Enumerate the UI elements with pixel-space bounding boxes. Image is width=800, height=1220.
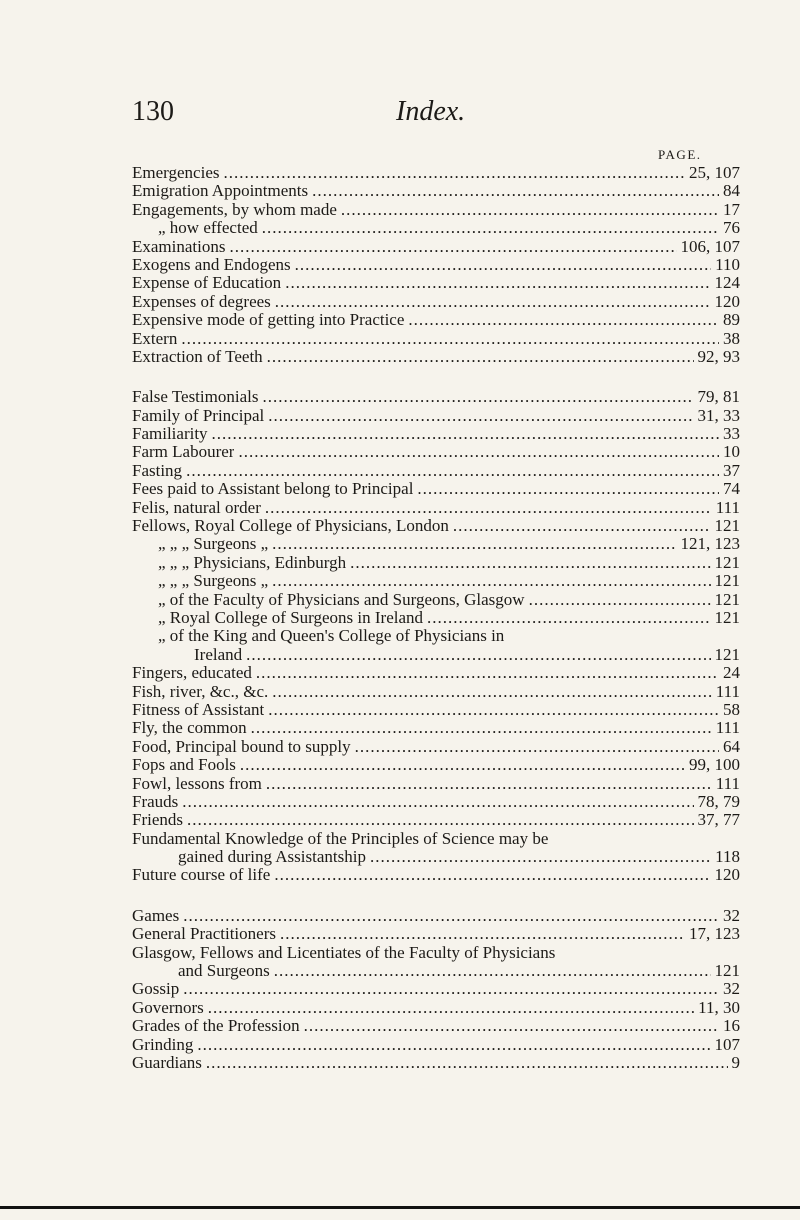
dot-leader (268, 407, 693, 425)
entry-term: Exogens and Endogens (132, 255, 291, 274)
index-entry (132, 738, 740, 756)
entry-pages: 121 (714, 516, 740, 536)
entry-pages: 10 (723, 442, 740, 462)
index-entry (132, 219, 740, 237)
index-entry (132, 999, 740, 1017)
entry-pages: 76 (723, 218, 740, 238)
entry-term: Grinding (132, 1035, 194, 1054)
dot-leader (251, 719, 712, 737)
entry-pages: 111 (715, 497, 740, 517)
index-entry (132, 609, 740, 627)
entry-term: Ireland (194, 645, 243, 664)
entry-term: Future course of life (132, 866, 271, 885)
entry-pages: 37 (723, 460, 740, 480)
entry-term: Emigration Appointments (132, 182, 309, 201)
index-entry (132, 348, 740, 366)
index-entry (132, 793, 740, 811)
dot-leader (453, 517, 711, 535)
dot-leader (212, 425, 719, 443)
entry-pages: 58 (723, 699, 740, 719)
dot-leader (275, 293, 711, 311)
entry-term: Expenses of degrees (132, 292, 271, 311)
dot-leader (183, 907, 719, 925)
dot-leader (341, 201, 719, 219)
entry-term: „ „ „ Surgeons „ (158, 535, 269, 554)
dot-leader (267, 348, 694, 366)
entry-pages: 124 (714, 273, 740, 293)
entry-term: Engagements, by whom made (132, 200, 337, 219)
dot-leader (295, 256, 711, 274)
index-entry (132, 907, 740, 925)
entry-term: Fish, river, &c., &c. (132, 682, 269, 701)
index-entry (132, 572, 740, 590)
entry-pages: 92, 93 (697, 346, 740, 366)
entry-pages: 17 (723, 199, 740, 219)
entry-term: Felis, natural order (132, 498, 261, 517)
dot-leader (229, 238, 676, 256)
dot-leader (272, 535, 676, 553)
index-list (132, 164, 740, 1072)
entry-term: Extern (132, 329, 178, 348)
index-entry (132, 274, 740, 292)
entry-term: Fasting (132, 461, 183, 480)
entry-term: Fly, the common (132, 719, 247, 738)
entry-pages: 121 (714, 571, 740, 591)
dot-leader (427, 609, 710, 627)
entry-pages: 107 (714, 1034, 740, 1054)
entry-pages: 11, 30 (698, 997, 740, 1017)
dot-leader (186, 462, 719, 480)
page-number: 130 (132, 96, 174, 127)
entry-term: Friends (132, 811, 183, 830)
dot-leader (268, 701, 719, 719)
entry-pages: 120 (714, 865, 740, 885)
index-entry (132, 701, 740, 719)
entry-term: Guardians (132, 1053, 202, 1072)
entry-pages: 111 (715, 718, 740, 738)
dot-leader (274, 962, 711, 980)
section-gap (132, 885, 740, 907)
entry-pages: 33 (723, 424, 740, 444)
entry-term: Games (132, 906, 180, 925)
entry-pages: 31, 33 (697, 405, 740, 425)
dot-leader (240, 756, 685, 774)
entry-term: Fees paid to Assistant belong to Principal (132, 480, 414, 499)
entry-term: Fingers, educated (132, 664, 252, 683)
dot-leader (285, 274, 710, 292)
entry-pages: 121, 123 (680, 534, 740, 554)
entry-pages: 64 (723, 736, 740, 756)
entry-term: Grades of the Profession (132, 1017, 300, 1036)
entry-pages: 110 (715, 254, 740, 274)
entry-pages: 16 (723, 1016, 740, 1036)
entry-term: Expense of Education (132, 274, 282, 293)
index-entry (132, 443, 740, 461)
entry-pages: 89 (723, 310, 740, 330)
dot-leader (182, 793, 693, 811)
dot-leader (350, 554, 710, 572)
entry-term: Frauds (132, 792, 179, 811)
index-entry (132, 980, 740, 998)
index-entry (132, 201, 740, 219)
index-entry (132, 311, 740, 329)
dot-leader (280, 925, 685, 943)
dot-leader (529, 591, 711, 609)
running-title: Index. (396, 96, 466, 127)
entry-pages: 121 (714, 961, 740, 981)
index-entry (132, 164, 740, 182)
entry-term: „ „ „ Surgeons „ (158, 572, 269, 591)
index-entry (132, 591, 740, 609)
dot-leader (417, 480, 719, 498)
index-entry (132, 1036, 740, 1054)
dot-leader (265, 499, 712, 517)
index-entry (132, 646, 740, 664)
index-section (132, 164, 740, 366)
entry-pages: 24 (723, 663, 740, 683)
entry-term: „ „ „ Physicians, Edinburgh (158, 553, 347, 572)
dot-leader (266, 775, 712, 793)
index-entry (132, 462, 740, 480)
entry-pages: 25, 107 (689, 163, 740, 182)
entry-term: Governors (132, 998, 204, 1017)
index-entry (132, 925, 740, 943)
index-entry (132, 480, 740, 498)
dot-leader (355, 738, 719, 756)
index-entry (132, 627, 740, 645)
entry-pages: 111 (715, 681, 740, 701)
index-entry (132, 238, 740, 256)
entry-pages: 37, 77 (697, 810, 740, 830)
dot-leader (181, 330, 719, 348)
entry-pages: 74 (723, 479, 740, 499)
entry-term: Emergencies (132, 164, 220, 182)
index-entry (132, 535, 740, 553)
dot-leader (262, 388, 693, 406)
entry-term: Examinations (132, 237, 226, 256)
entry-term: „ of the King and Queen's College of Physicians in (158, 627, 505, 646)
section-gap (132, 366, 740, 388)
entry-pages: 79, 81 (697, 387, 740, 407)
dot-leader (272, 572, 710, 590)
dot-leader (238, 443, 719, 461)
entry-term: Farm Labourer (132, 443, 235, 462)
entry-term: Expensive mode of getting into Practice (132, 311, 405, 330)
entry-pages: 121 (714, 644, 740, 664)
index-entry (132, 683, 740, 701)
index-entry (132, 848, 740, 866)
entry-term: „ of the Faculty of Physicians and Surgeons, Glasgow (158, 590, 525, 609)
index-entry (132, 517, 740, 535)
entry-pages: 9 (731, 1052, 740, 1072)
dot-leader (208, 999, 694, 1017)
entry-pages: 118 (715, 847, 740, 867)
entry-pages: 99, 100 (689, 755, 740, 775)
index-entry (132, 388, 740, 406)
entry-term: General Practitioners (132, 925, 276, 944)
entry-pages: 121 (714, 607, 740, 627)
dot-leader (246, 646, 710, 664)
index-section (132, 907, 740, 1073)
page-column-label: PAGE. (658, 147, 702, 162)
entry-pages: 121 (714, 589, 740, 609)
index-entry (132, 425, 740, 443)
entry-pages: 84 (723, 181, 740, 201)
index-entry (132, 554, 740, 572)
index-entry (132, 756, 740, 774)
dot-leader (370, 848, 711, 866)
dot-leader (262, 219, 719, 237)
entry-term: Fundamental Knowledge of the Principles of Science may be (132, 829, 549, 848)
entry-pages: 78, 79 (697, 791, 740, 811)
index-entry (132, 866, 740, 884)
index-entry (132, 330, 740, 348)
dot-leader (408, 311, 719, 329)
entry-pages: 32 (723, 979, 740, 999)
entry-term: Fellows, Royal College of Physicians, London (132, 517, 449, 536)
entry-term: Glasgow, Fellows and Licentiates of the Faculty of Physicians (132, 943, 556, 962)
index-entry (132, 962, 740, 980)
entry-term: gained during Assistantship (178, 848, 366, 867)
entry-pages: 38 (723, 328, 740, 348)
page-header (132, 96, 732, 132)
dot-leader (187, 811, 694, 829)
entry-pages: 120 (714, 291, 740, 311)
entry-term: Gossip (132, 980, 180, 999)
entry-term: Food, Principal bound to supply (132, 737, 351, 756)
entry-pages: 106, 107 (680, 236, 740, 256)
index-entry (132, 499, 740, 517)
index-section (132, 388, 740, 885)
dot-leader (272, 683, 712, 701)
index-entry (132, 775, 740, 793)
dot-leader (274, 866, 710, 884)
bottom-edge-rule (0, 1206, 800, 1209)
entry-pages: 121 (714, 552, 740, 572)
entry-pages: 32 (723, 905, 740, 925)
entry-pages: 17, 123 (689, 924, 740, 944)
dot-leader (197, 1036, 710, 1054)
index-entry (132, 182, 740, 200)
entry-term: Familiarity (132, 425, 208, 444)
dot-leader (223, 164, 685, 182)
entry-term: Fitness of Assistant (132, 700, 265, 719)
dot-leader (183, 980, 719, 998)
index-entry (132, 293, 740, 311)
index-entry (132, 1017, 740, 1035)
entry-term: Fowl, lessons from (132, 774, 262, 793)
entry-pages: 111 (715, 773, 740, 793)
index-entry (132, 664, 740, 682)
entry-term: Fops and Fools (132, 756, 236, 775)
index-entry (132, 830, 740, 848)
index-entry (132, 407, 740, 425)
dot-leader (312, 182, 719, 200)
index-entry (132, 1054, 740, 1072)
entry-term: and Surgeons (178, 962, 270, 981)
entry-term: „ Royal College of Surgeons in Ireland (158, 608, 424, 627)
entry-term: False Testimonials (132, 388, 259, 407)
entry-term: Extraction of Teeth (132, 347, 263, 366)
dot-leader (206, 1054, 728, 1072)
index-entry (132, 256, 740, 274)
dot-leader (304, 1017, 719, 1035)
index-entry (132, 719, 740, 737)
dot-leader (256, 664, 719, 682)
index-entry (132, 944, 740, 962)
index-entry (132, 811, 740, 829)
entry-term: Family of Principal (132, 406, 265, 425)
entry-term: „ how effected (158, 219, 258, 238)
